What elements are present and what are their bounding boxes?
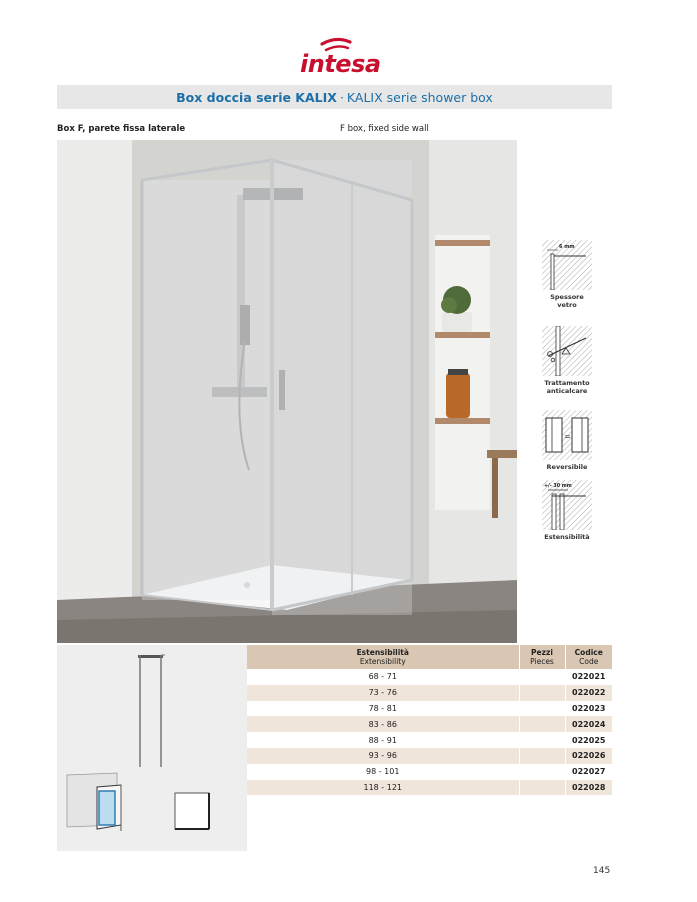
feature-extensibility-label: Estensibilità (544, 533, 590, 541)
subtitle-italian: Box F, parete fissa laterale (57, 124, 186, 134)
feature-glass-thickness (522, 240, 612, 309)
table-row (247, 732, 612, 748)
feature-reversible-label: Reversibile (546, 463, 588, 471)
row-range: 118 - 121 (247, 780, 519, 796)
row-code: 022025 (565, 732, 612, 748)
page-title (57, 85, 612, 109)
page-number: 145 (593, 866, 611, 876)
row-range: 68 - 71 (368, 672, 397, 682)
table-row (247, 685, 612, 701)
extensibility-icon (542, 480, 592, 530)
feature-glass-value: 6 mm (559, 244, 575, 250)
feature-reversible (522, 410, 612, 471)
brand-name: intesa (300, 50, 381, 78)
feature-anticalc-label-2: anticalcare (546, 387, 588, 395)
row-code: 022026 (565, 748, 612, 764)
row-range: 78 - 81 (368, 703, 397, 713)
title-italian: Box doccia serie KALIX (176, 89, 337, 105)
row-code: 022028 (565, 780, 612, 796)
feature-extensibility-value: +/- 30 mm (544, 484, 572, 489)
reversible-icon (542, 410, 592, 460)
row-range: 73 - 76 (247, 685, 519, 701)
row-pieces (519, 701, 565, 717)
table-header-row (247, 645, 612, 669)
brand-logo (296, 36, 406, 82)
shower-box-illustration (57, 140, 517, 643)
row-range: 93 - 96 (247, 748, 519, 764)
title-separator: · (339, 89, 344, 105)
feature-glass-label-1: Spessore (550, 293, 584, 301)
product-photo (57, 140, 517, 643)
feature-extensibility (522, 480, 612, 541)
glass-thickness-icon (542, 240, 592, 290)
row-pieces (519, 716, 565, 732)
row-pieces (519, 764, 565, 780)
table-row (247, 764, 612, 780)
row-code: 022023 (565, 701, 612, 717)
anti-limescale-icon (542, 326, 592, 376)
row-range: 98 - 101 (366, 767, 400, 777)
row-code: 022021 (565, 669, 612, 685)
table-row (247, 780, 612, 796)
title-english: KALIX serie shower box (346, 89, 493, 105)
product-table (247, 645, 612, 795)
row-pieces (519, 732, 565, 748)
box-f-diagram (57, 645, 247, 851)
feature-glass-label-2: vetro (557, 301, 577, 309)
table-row (247, 669, 612, 685)
table-row (247, 716, 612, 732)
technical-drawing (57, 645, 247, 851)
row-code: 022024 (565, 716, 612, 732)
row-code: 022022 (565, 685, 612, 701)
table-row (247, 701, 612, 717)
row-pieces (519, 669, 565, 685)
row-code: 022027 (565, 764, 612, 780)
table-row (247, 748, 612, 764)
subtitle-english: F box, fixed side wall (340, 124, 429, 134)
feature-anticalc-label-1: Trattamento (544, 379, 590, 387)
col-extensibility: Estensibilità Extensibility (247, 645, 519, 669)
row-pieces (519, 780, 565, 796)
row-range: 88 - 91 (368, 735, 397, 745)
row-pieces (519, 748, 565, 764)
row-pieces (519, 685, 565, 701)
svg-text:=: = (564, 432, 571, 441)
col-code: Codice Code (565, 645, 612, 669)
col-pieces: Pezzi Pieces (519, 645, 565, 669)
row-range: 83 - 86 (247, 716, 519, 732)
feature-anti-limescale (522, 326, 612, 395)
